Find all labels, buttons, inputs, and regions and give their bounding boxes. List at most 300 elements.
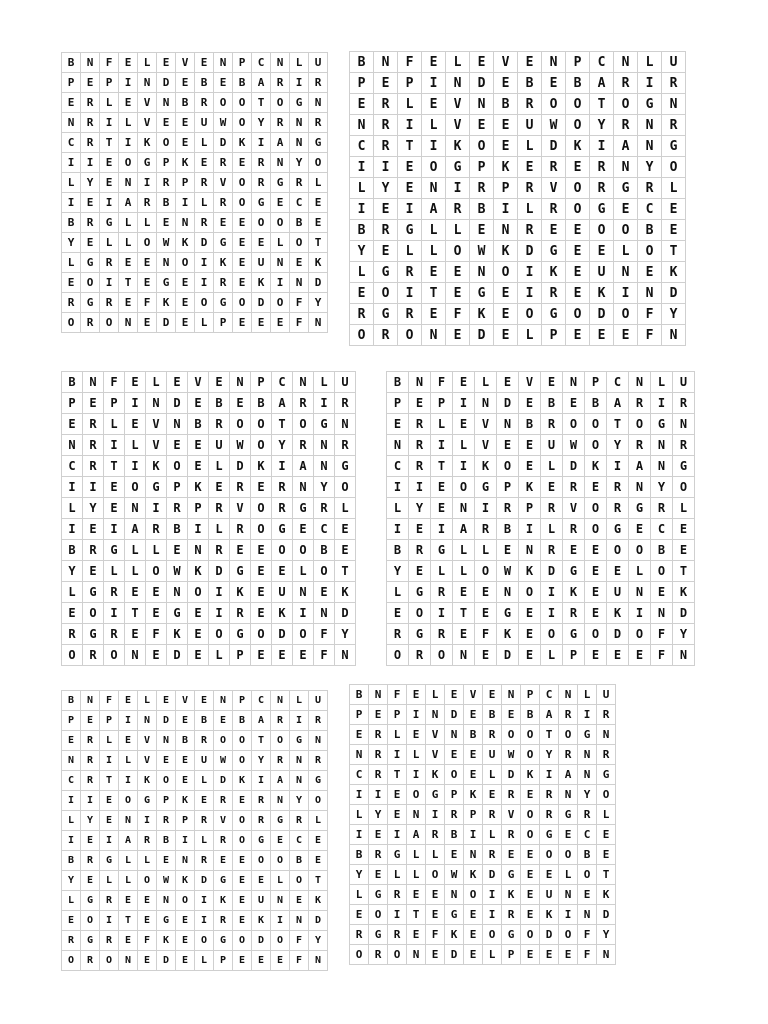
grid-cell: Y (335, 624, 356, 645)
grid-cell: N (157, 731, 176, 751)
grid-cell: N (125, 645, 146, 666)
grid-cell: D (607, 624, 629, 645)
grid-cell: C (290, 193, 309, 213)
grid-cell: I (271, 273, 290, 293)
grid-cell: T (100, 133, 119, 153)
grid-cell: P (585, 372, 607, 393)
grid-row (350, 283, 686, 304)
grid-cell: E (519, 645, 541, 666)
grid-cell: E (125, 372, 146, 393)
grid-cell: U (541, 435, 563, 456)
grid-row (62, 393, 356, 414)
grid-cell: W (214, 113, 233, 133)
grid-cell: G (214, 931, 233, 951)
grid-cell: R (290, 811, 309, 831)
grid-cell: R (445, 805, 464, 825)
grid-cell: D (272, 624, 293, 645)
grid-row (62, 711, 328, 731)
grid-cell: O (541, 624, 563, 645)
grid-cell: E (446, 262, 470, 283)
grid-cell: Y (290, 791, 309, 811)
grid-cell: P (176, 173, 195, 193)
grid-cell: Y (638, 157, 662, 178)
grid-cell: E (157, 113, 176, 133)
grid-cell: K (597, 885, 616, 905)
grid-cell: T (104, 456, 125, 477)
grid-cell: E (293, 519, 314, 540)
grid-cell: C (350, 136, 374, 157)
grid-cell: L (62, 811, 81, 831)
grid-cell: R (662, 73, 686, 94)
grid-cell: R (597, 705, 616, 725)
grid-cell: B (350, 220, 374, 241)
grid-cell: E (290, 253, 309, 273)
grid-cell: G (502, 865, 521, 885)
grid-cell: N (119, 951, 138, 971)
grid-cell: I (407, 765, 426, 785)
grid-cell: D (590, 304, 614, 325)
grid-cell: Y (597, 925, 616, 945)
grid-cell: C (638, 199, 662, 220)
grid-cell: G (431, 540, 453, 561)
grid-cell: E (409, 519, 431, 540)
grid-cell: E (176, 313, 195, 333)
grid-cell: O (559, 925, 578, 945)
grid-cell: R (483, 805, 502, 825)
grid-cell: E (233, 213, 252, 233)
grid-cell: E (214, 73, 233, 93)
grid-cell: E (251, 540, 272, 561)
grid-cell: R (662, 115, 686, 136)
grid-row (62, 253, 328, 273)
grid-cell: O (188, 582, 209, 603)
grid-cell: T (540, 725, 559, 745)
grid-cell: I (81, 153, 100, 173)
grid-cell: R (271, 73, 290, 93)
grid-cell: N (446, 73, 470, 94)
grid-cell: L (407, 745, 426, 765)
grid-cell: R (83, 456, 104, 477)
grid-cell: P (502, 945, 521, 965)
grid-cell: U (252, 891, 271, 911)
grid-cell: E (673, 519, 695, 540)
grid-cell: D (252, 293, 271, 313)
grid-row (350, 199, 686, 220)
grid-cell: B (188, 414, 209, 435)
grid-cell: O (309, 791, 328, 811)
grid-cell: G (426, 785, 445, 805)
grid-cell: D (542, 136, 566, 157)
grid-cell: O (409, 603, 431, 624)
word-search-grid-3 (61, 371, 356, 666)
grid-cell: E (407, 725, 426, 745)
grid-cell: E (176, 293, 195, 313)
grid-cell: G (542, 241, 566, 262)
grid-cell: E (494, 136, 518, 157)
grid-cell: E (651, 582, 673, 603)
grid-cell: V (138, 751, 157, 771)
grid-cell: O (422, 157, 446, 178)
grid-cell: O (566, 199, 590, 220)
grid-cell: R (388, 925, 407, 945)
grid-cell: R (542, 199, 566, 220)
grid-cell: K (464, 865, 483, 885)
grid-cell: A (590, 73, 614, 94)
grid-cell: E (233, 871, 252, 891)
grid-cell: G (614, 178, 638, 199)
grid-cell: V (176, 691, 195, 711)
grid-cell: K (566, 136, 590, 157)
grid-cell: R (559, 705, 578, 725)
grid-cell: O (597, 785, 616, 805)
grid-cell: P (563, 645, 585, 666)
grid-row (387, 372, 695, 393)
grid-cell: O (62, 313, 81, 333)
grid-cell: R (374, 94, 398, 115)
grid-cell: G (214, 871, 233, 891)
grid-cell: K (519, 477, 541, 498)
grid-cell: B (651, 540, 673, 561)
grid-cell: D (214, 771, 233, 791)
grid-cell: A (453, 519, 475, 540)
grid-row (387, 477, 695, 498)
grid-cell: V (563, 498, 585, 519)
grid-cell: D (157, 951, 176, 971)
grid-cell: E (309, 213, 328, 233)
grid-cell: G (81, 891, 100, 911)
grid-cell: E (81, 831, 100, 851)
grid-cell: P (104, 393, 125, 414)
grid-cell: B (578, 845, 597, 865)
grid-cell: E (407, 885, 426, 905)
grid-row (387, 645, 695, 666)
grid-cell: R (314, 498, 335, 519)
grid-cell: O (629, 414, 651, 435)
grid-cell: L (62, 173, 81, 193)
grid-cell: E (431, 477, 453, 498)
grid-cell: G (409, 624, 431, 645)
grid-cell: L (483, 765, 502, 785)
grid-cell: O (314, 561, 335, 582)
grid-cell: O (521, 925, 540, 945)
grid-cell: R (446, 199, 470, 220)
grid-cell: E (540, 865, 559, 885)
grid-cell: E (585, 540, 607, 561)
grid-cell: U (309, 691, 328, 711)
grid-cell: L (398, 94, 422, 115)
grid-cell: N (470, 262, 494, 283)
grid-cell: I (100, 273, 119, 293)
grid-cell: E (629, 645, 651, 666)
grid-cell: G (83, 582, 104, 603)
grid-cell: O (176, 891, 195, 911)
grid-cell: R (214, 193, 233, 213)
grid-cell: L (62, 582, 83, 603)
grid-cell: N (559, 685, 578, 705)
grid-cell: K (426, 765, 445, 785)
grid-cell: E (374, 73, 398, 94)
grid-cell: O (407, 785, 426, 805)
grid-cell: N (422, 325, 446, 346)
grid-cell: L (629, 561, 651, 582)
grid-row (350, 705, 616, 725)
grid-cell: I (388, 825, 407, 845)
grid-cell: E (585, 477, 607, 498)
grid-cell: I (374, 157, 398, 178)
grid-cell: N (290, 113, 309, 133)
grid-cell: B (62, 851, 81, 871)
grid-cell: T (398, 136, 422, 157)
grid-cell: R (104, 624, 125, 645)
grid-cell: B (195, 73, 214, 93)
grid-cell: N (293, 582, 314, 603)
grid-cell: R (350, 304, 374, 325)
grid-cell: A (629, 456, 651, 477)
grid-cell: E (272, 561, 293, 582)
grid-row (62, 233, 328, 253)
grid-row (62, 751, 328, 771)
grid-cell: N (409, 372, 431, 393)
grid-cell: N (271, 153, 290, 173)
grid-cell: E (81, 193, 100, 213)
grid-cell: W (563, 435, 585, 456)
grid-row (62, 540, 356, 561)
grid-cell: I (422, 136, 446, 157)
grid-cell: E (209, 477, 230, 498)
grid-row (350, 785, 616, 805)
grid-cell: R (431, 582, 453, 603)
grid-cell: O (83, 603, 104, 624)
grid-cell: N (157, 93, 176, 113)
grid-cell: Y (590, 115, 614, 136)
grid-cell: V (475, 414, 497, 435)
grid-cell: R (167, 498, 188, 519)
grid-cell: E (62, 273, 81, 293)
grid-cell: N (502, 685, 521, 705)
grid-cell: E (100, 791, 119, 811)
grid-cell: D (335, 603, 356, 624)
grid-cell: L (350, 885, 369, 905)
grid-cell: P (230, 645, 251, 666)
grid-cell: B (62, 372, 83, 393)
grid-cell: L (673, 498, 695, 519)
grid-cell: I (519, 519, 541, 540)
grid-cell: O (252, 213, 271, 233)
grid-cell: B (445, 825, 464, 845)
grid-cell: R (157, 173, 176, 193)
grid-cell: E (176, 273, 195, 293)
grid-cell: E (233, 911, 252, 931)
grid-row (62, 561, 356, 582)
grid-cell: V (426, 725, 445, 745)
grid-cell: L (446, 220, 470, 241)
grid-cell: P (521, 685, 540, 705)
grid-cell: U (195, 751, 214, 771)
grid-cell: R (607, 498, 629, 519)
grid-cell: Y (374, 178, 398, 199)
grid-cell: G (475, 477, 497, 498)
grid-cell: R (431, 624, 453, 645)
grid-cell: D (195, 233, 214, 253)
grid-row (62, 771, 328, 791)
grid-cell: V (176, 53, 195, 73)
grid-cell: R (369, 765, 388, 785)
grid-cell: R (62, 293, 81, 313)
grid-cell: E (81, 233, 100, 253)
grid-cell: O (233, 293, 252, 313)
grid-cell: E (176, 911, 195, 931)
grid-cell: P (519, 498, 541, 519)
grid-cell: U (483, 745, 502, 765)
grid-cell: D (309, 273, 328, 293)
grid-cell: D (252, 931, 271, 951)
grid-cell: E (374, 241, 398, 262)
grid-cell: F (138, 293, 157, 313)
grid-cell: N (138, 73, 157, 93)
grid-cell: G (335, 456, 356, 477)
grid-cell: E (398, 157, 422, 178)
grid-cell: E (521, 885, 540, 905)
grid-cell: E (521, 785, 540, 805)
grid-cell: L (407, 845, 426, 865)
grid-cell: P (350, 705, 369, 725)
grid-cell: Y (369, 805, 388, 825)
grid-cell: G (157, 911, 176, 931)
grid-cell: E (157, 851, 176, 871)
grid-cell: E (475, 645, 497, 666)
grid-cell: O (157, 771, 176, 791)
grid-cell: E (475, 582, 497, 603)
grid-cell: U (597, 685, 616, 705)
grid-cell: L (146, 540, 167, 561)
grid-cell: F (578, 925, 597, 945)
grid-cell: E (293, 645, 314, 666)
grid-cell: C (578, 825, 597, 845)
grid-cell: L (293, 561, 314, 582)
grid-cell: N (519, 540, 541, 561)
grid-cell: G (309, 133, 328, 153)
grid-cell: I (387, 519, 409, 540)
grid-row (62, 951, 328, 971)
grid-cell: K (662, 262, 686, 283)
grid-cell: T (590, 94, 614, 115)
grid-cell: E (157, 53, 176, 73)
grid-cell: P (233, 53, 252, 73)
grid-cell: E (563, 393, 585, 414)
grid-cell: R (209, 498, 230, 519)
grid-cell: I (195, 273, 214, 293)
grid-cell: K (167, 624, 188, 645)
grid-cell: O (388, 945, 407, 965)
grid-cell: O (453, 477, 475, 498)
grid-row (387, 582, 695, 603)
grid-cell: N (662, 325, 686, 346)
grid-cell: I (209, 582, 230, 603)
grid-cell: R (497, 498, 519, 519)
grid-cell: O (230, 414, 251, 435)
grid-cell: O (540, 845, 559, 865)
grid-cell: L (290, 691, 309, 711)
grid-cell: R (293, 393, 314, 414)
grid-cell: N (271, 791, 290, 811)
grid-cell: E (374, 199, 398, 220)
grid-cell: R (214, 153, 233, 173)
grid-cell: R (651, 498, 673, 519)
grid-cell: R (540, 805, 559, 825)
grid-cell: R (470, 178, 494, 199)
grid-row (62, 851, 328, 871)
grid-cell: E (188, 393, 209, 414)
grid-cell: G (81, 293, 100, 313)
grid-cell: E (119, 691, 138, 711)
grid-cell: P (188, 498, 209, 519)
grid-cell: L (518, 199, 542, 220)
grid-cell: E (590, 241, 614, 262)
grid-cell: F (314, 645, 335, 666)
grid-cell: E (62, 414, 83, 435)
grid-cell: E (195, 691, 214, 711)
grid-cell: L (62, 253, 81, 273)
grid-cell: E (475, 603, 497, 624)
grid-cell: U (662, 52, 686, 73)
grid-cell: T (125, 603, 146, 624)
grid-cell: K (157, 931, 176, 951)
grid-cell: L (119, 233, 138, 253)
grid-cell: E (146, 603, 167, 624)
grid-cell: E (350, 725, 369, 745)
grid-cell: E (125, 414, 146, 435)
grid-cell: N (290, 133, 309, 153)
grid-cell: U (607, 582, 629, 603)
grid-cell: K (188, 561, 209, 582)
grid-cell: I (607, 456, 629, 477)
grid-cell: C (252, 691, 271, 711)
grid-cell: R (502, 905, 521, 925)
grid-cell: E (445, 685, 464, 705)
grid-cell: I (195, 911, 214, 931)
grid-cell: O (475, 561, 497, 582)
grid-cell: O (293, 414, 314, 435)
grid-row (387, 519, 695, 540)
grid-cell: E (494, 115, 518, 136)
grid-cell: N (445, 885, 464, 905)
grid-cell: N (157, 891, 176, 911)
grid-cell: E (138, 951, 157, 971)
grid-cell: L (100, 871, 119, 891)
grid-cell: I (431, 603, 453, 624)
grid-cell: L (431, 414, 453, 435)
grid-cell: E (335, 519, 356, 540)
grid-cell: G (230, 624, 251, 645)
grid-cell: O (81, 273, 100, 293)
grid-cell: N (271, 891, 290, 911)
grid-cell: E (470, 115, 494, 136)
grid-cell: D (673, 603, 695, 624)
grid-cell: E (119, 53, 138, 73)
grid-row (62, 133, 328, 153)
grid-cell: R (559, 745, 578, 765)
grid-cell: N (470, 94, 494, 115)
grid-cell: L (195, 951, 214, 971)
grid-cell: R (590, 157, 614, 178)
grid-row (350, 745, 616, 765)
grid-cell: L (62, 498, 83, 519)
grid-row (62, 53, 328, 73)
grid-cell: N (293, 372, 314, 393)
grid-cell: R (252, 153, 271, 173)
grid-cell: E (483, 785, 502, 805)
grid-cell: R (542, 283, 566, 304)
